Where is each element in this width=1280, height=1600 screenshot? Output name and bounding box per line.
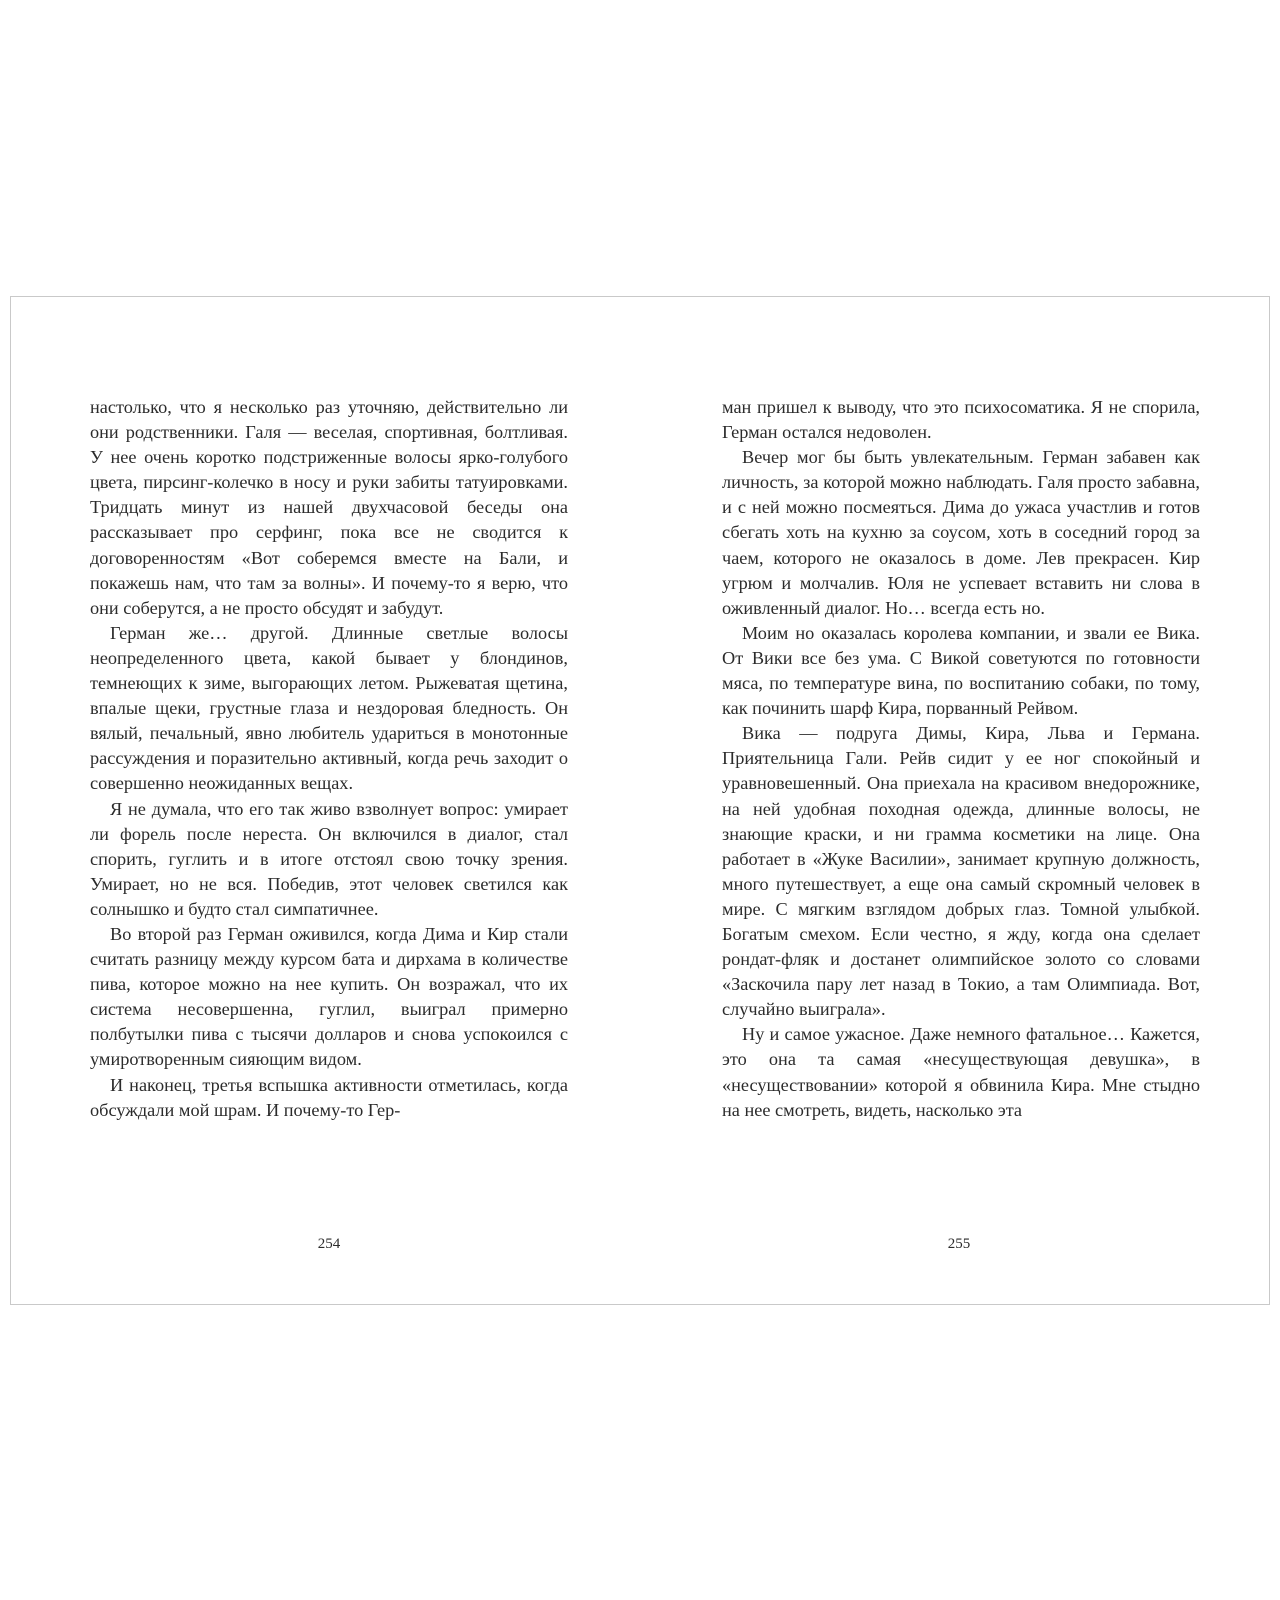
- left-paragraph-5: И наконец, третья вспышка активности отметилась, когда обсуждали мой шрам. И почему-то Гер-: [90, 1074, 568, 1120]
- book-spread: [10, 296, 1270, 1305]
- left-paragraph-1: настолько, что я несколько раз уточняю, действительно ли они родственники. Галя — веселая, спортивная, болтливая. У нее очень коротко подстриженные волосы ярко-голубого цвета, пирсинг-колечко в носу и руки забиты татуировками. Тридцать минут из нашей двухчасовой беседы она рассказывает про серфинг, пока все не сводится к договоренностям «Вот соберемся вместе на Бали, и покажешь нам, что там за волны». И почему-то я верю, что они соберутся, а не просто обсудят и забудут.: [90, 397, 568, 618]
- left-paragraph-2: Герман же… другой. Длинные светлые волосы неопределенного цвета, какой бывает у блондинов, темнеющих к зиме, выгорающих летом. Рыжеватая щетина, впалые щеки, грустные глаза и нездоровая бледность. Он вялый, печальный, явно любитель удариться в монотонные рассуждения и поразительно активный, когда речь заходит о совершенно неожиданных вещах.: [90, 622, 568, 794]
- right-paragraph-1: ман пришел к выводу, что это психосоматика. Я не спорила, Герман остался недоволен.: [722, 397, 1200, 443]
- left-paragraph-3: Я не думала, что его так живо взволнует вопрос: умирает ли форель после нереста. Он включился в диалог, стал спорить, гуглить и в итоге отстоял свою точку зрения. Умирает, но не вся. Победив, этот человек светился как солнышко и будто стал симпатичнее.: [90, 798, 568, 919]
- right-paragraph-4: Вика — подруга Димы, Кира, Льва и Германа. Приятельница Гали. Рейв сидит у ее ног спокойный и уравновешенный. Она приехала на красивом внедорожнике, на ней удобная походная одежда, длинные волосы, не знающие краски, и ни грамма косметики на лице. Она работает в «Жуке Василии», занимает крупную должность, много путешествует, а еще она самый скромный человек в мире. С мягким взглядом добрых глаз. Томной улыбкой. Богатым смехом. Если честно, я жду, когда она сделает рондат-фляк и достанет олимпийское золото со словами «Заскочила пару лет назад в Токио, а там Олимпиада. Вот, случайно выиграла».: [722, 723, 1200, 1020]
- right-paragraph-3: Моим но оказалась королева компании, и звали ее Вика. От Вики все без ума. С Викой советуются по готовности мяса, по температуре вина, по воспитанию собаки, по тому, как починить шарф Кира, порванный Рейвом.: [722, 622, 1200, 719]
- right-page-number: 255: [947, 1236, 971, 1252]
- left-paragraph-4: Во второй раз Герман оживился, когда Дима и Кир стали считать разницу между курсом бата и дирхама в количестве пива, которое можно на нее купить. Он возражал, что их система несовершенна, гуглил, выиграл примерно полбутылки пива с тысячи долларов и снова успокоился с умиротворенным сияющим видом.: [90, 923, 568, 1070]
- right-paragraph-2: Вечер мог бы быть увлекательным. Герман забавен как личность, за которой можно наблюдать. Галя просто забавна, и с ней можно посмеяться. Дима до ужаса участлив и готов сбегать хоть на кухню за соусом, хоть в соседний город за чаем, которого не оказалось в доме. Лев прекрасен. Кир угрюм и молчалив. Юля не успевает вставить ни слова в оживленный диалог. Но… всегда есть но.: [722, 447, 1200, 618]
- right-paragraph-5: Ну и самое ужасное. Даже немного фатальное… Кажется, это она та самая «несуществующая девушка», в «несуществовании» которой я обвинила Кира. Мне стыдно на нее смотреть, видеть, насколько эта: [722, 1024, 1200, 1120]
- left-page-text: [90, 395, 568, 1123]
- left-page-number: 254: [317, 1236, 341, 1252]
- right-page-text: [722, 395, 1200, 1123]
